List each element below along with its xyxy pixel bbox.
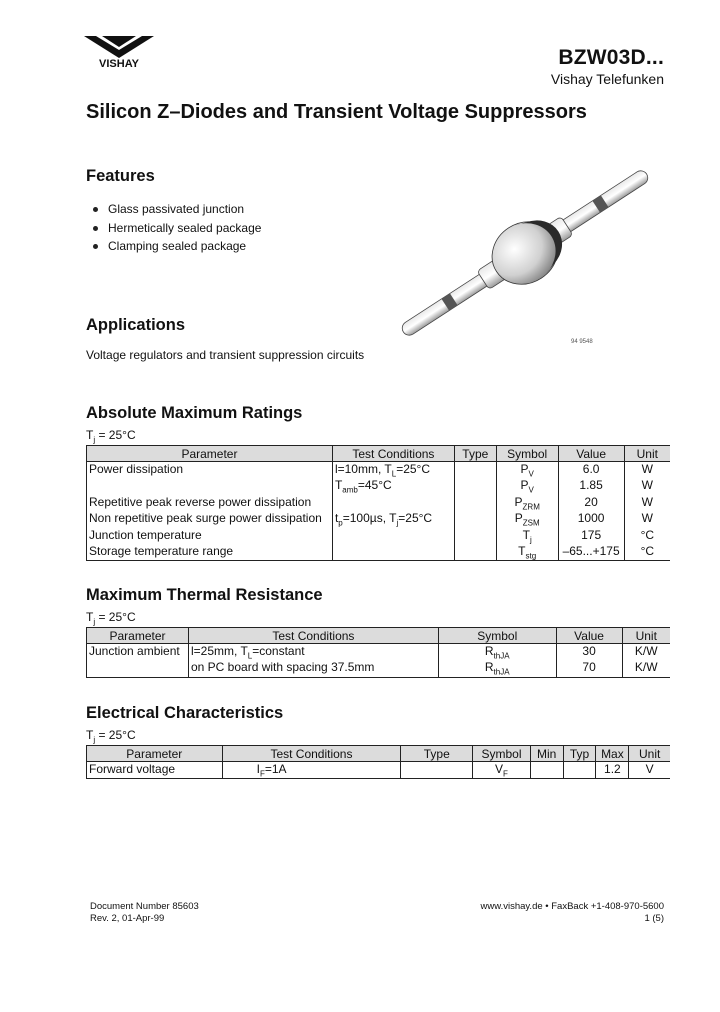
feature-item: Hermetically sealed package (84, 221, 261, 240)
table-row: on PC board with spacing 37.5mm $R_{thJA}$ 70 K/W (87, 660, 671, 677)
col-parameter: Parameter (87, 628, 189, 644)
table-row: Repetitive peak reverse power dissipation $P_{ZRM}$ 20 W (87, 495, 671, 511)
table-row: $T_{amb}=45^\circ C$ $P_V$ 1.85 W (87, 478, 671, 494)
col-type: Type (454, 446, 496, 462)
document-title: Silicon Z–Diodes and Transient Voltage Suppressors (86, 101, 587, 123)
col-parameter: Parameter (87, 446, 333, 462)
col-symbol: Symbol (496, 446, 558, 462)
feature-item: Glass passivated junction (84, 202, 261, 221)
applications-text: Voltage regulators and transient suppression circuits (86, 348, 365, 362)
contact-info: www.vishay.de • FaxBack +1-408-970-5600 (480, 901, 664, 912)
features-list (84, 202, 261, 258)
document-number: Document Number 85603 (90, 901, 199, 912)
col-value: Value (556, 628, 622, 644)
col-symbol: Symbol (473, 746, 531, 762)
part-number: BZW03D... (558, 46, 664, 69)
footer-left (90, 901, 199, 925)
col-type: Type (401, 746, 473, 762)
revision: Rev. 2, 01-Apr-99 (90, 913, 165, 924)
col-max: Max (596, 746, 629, 762)
col-test-conditions: Test Conditions (222, 746, 401, 762)
col-symbol: Symbol (438, 628, 556, 644)
col-test-conditions: Test Conditions (332, 446, 454, 462)
table-row: Junction ambient l=25mm, $T_L=constant$ $R_{thJA}$ 30 K/W (87, 644, 671, 661)
col-unit: Unit (629, 746, 670, 762)
applications-heading: Applications (86, 316, 186, 334)
amr-table (86, 445, 670, 561)
table-row: Non repetitive peak surge power dissipation $t_p=100\mu s$, $T_j=25^\circ C$ $P_{ZSM}$ 1000 W (87, 511, 671, 527)
features-heading: Features (86, 167, 155, 185)
col-test-conditions: Test Conditions (188, 628, 438, 644)
amr-condition: $T_j = 25^\circ C$ (86, 428, 136, 445)
diode-illustration (385, 168, 665, 338)
vishay-logo (84, 36, 154, 70)
amr-heading: Absolute Maximum Ratings (86, 404, 303, 422)
col-value: Value (558, 446, 624, 462)
table-row: Forward voltage $I_F=1A$ $V_F$ 1.2 V (87, 762, 671, 779)
thermal-table (86, 627, 670, 678)
thermal-heading: Maximum Thermal Resistance (86, 586, 323, 604)
col-min: Min (530, 746, 563, 762)
figure-reference: 94 9548 (571, 339, 593, 345)
table-row: Storage temperature range $T_{stg}$ –65...+175 °C (87, 544, 671, 561)
manufacturer: Vishay Telefunken (550, 71, 664, 87)
col-typ: Typ (563, 746, 596, 762)
table-row: Power dissipation l=10mm, $T_L=25^\circ C$ $P_V$ 6.0 W (87, 462, 671, 479)
table-row: Junction temperature $T_j$ 175 °C (87, 528, 671, 544)
col-unit: Unit (624, 446, 670, 462)
page-number: 1 (5) (644, 913, 664, 924)
col-unit: Unit (622, 628, 670, 644)
electrical-heading: Electrical Characteristics (86, 704, 284, 722)
col-parameter: Parameter (87, 746, 223, 762)
electrical-table (86, 745, 670, 779)
thermal-condition: $T_j = 25^\circ C$ (86, 610, 136, 627)
electrical-condition: $T_j = 25^\circ C$ (86, 728, 136, 745)
footer-right (481, 901, 664, 925)
feature-item: Clamping sealed package (84, 239, 261, 258)
logo-text: VISHAY (99, 58, 139, 70)
